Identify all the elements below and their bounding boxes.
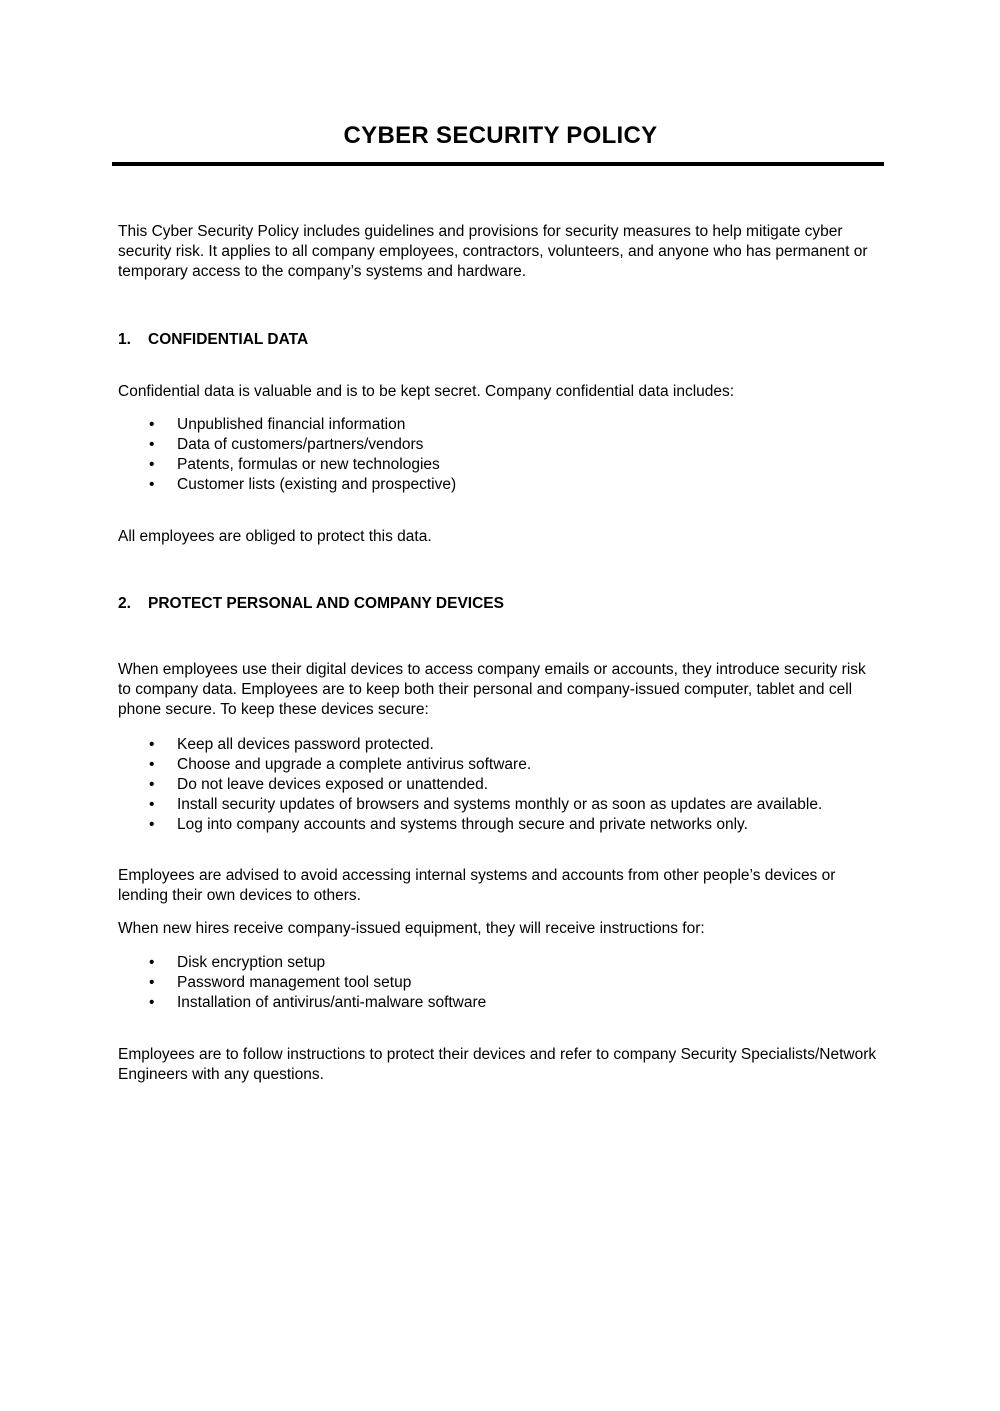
list-item bbox=[118, 435, 883, 455]
bullet-icon: • bbox=[149, 994, 155, 1011]
bullet-icon: • bbox=[149, 476, 155, 493]
bullet-icon: • bbox=[149, 974, 155, 991]
bullet-icon: • bbox=[149, 776, 155, 793]
list-item-text: Choose and upgrade a complete antivirus software. bbox=[177, 756, 532, 773]
list-item bbox=[118, 775, 883, 795]
list-item bbox=[118, 815, 883, 835]
section-1-closing-paragraph: All employees are obliged to protect this data. bbox=[118, 528, 432, 545]
list-item bbox=[118, 735, 883, 755]
list-item-text: Password management tool setup bbox=[177, 974, 412, 991]
list-item bbox=[118, 993, 883, 1013]
title-divider bbox=[112, 162, 884, 166]
bullet-icon: • bbox=[149, 796, 155, 813]
list-item bbox=[118, 755, 883, 775]
list-item-text: Log into company accounts and systems through secure and private networks only. bbox=[177, 816, 748, 833]
section-1-lead-paragraph: Confidential data is valuable and is to be kept secret. Company confidential data includes: bbox=[118, 383, 735, 400]
list-item bbox=[118, 953, 883, 973]
list-item-text: Keep all devices password protected. bbox=[177, 736, 434, 753]
list-item bbox=[118, 415, 883, 435]
list-item-text: Do not leave devices exposed or unattended. bbox=[177, 776, 489, 793]
section-2-new-hires-paragraph: When new hires receive company-issued equipment, they will receive instructions for: bbox=[118, 920, 705, 937]
list-item-text: Installation of antivirus/anti-malware software bbox=[177, 994, 487, 1011]
list-item-text: Patents, formulas or new technologies bbox=[177, 456, 440, 473]
bullet-icon: • bbox=[149, 954, 155, 971]
bullet-icon: • bbox=[149, 816, 155, 833]
device-security-list bbox=[118, 735, 883, 835]
list-item-text: Unpublished financial information bbox=[177, 416, 406, 433]
section-2-title: PROTECT PERSONAL AND COMPANY DEVICES bbox=[148, 595, 504, 612]
bullet-icon: • bbox=[149, 756, 155, 773]
list-item bbox=[118, 455, 883, 475]
section-2-lead-paragraph: When employees use their digital devices to access company emails or accounts, they introduce security risk to company data. Employees are to keep both their personal and company-issued computer, tablet and cell phone secure. To keep these devices secure: bbox=[118, 661, 866, 718]
bullet-icon: • bbox=[149, 416, 155, 433]
bullet-icon: • bbox=[149, 456, 155, 473]
list-item-text: Disk encryption setup bbox=[177, 954, 326, 971]
section-2-heading bbox=[118, 594, 883, 614]
confidential-data-list bbox=[118, 415, 883, 495]
intro-paragraph: This Cyber Security Policy includes guidelines and provisions for security measures to help mitigate cyber security risk. It applies to all company employees, contractors, volunteers, and anyone who has permanent or temporary access to the company’s systems and hardware. bbox=[118, 223, 868, 280]
section-2-advice-paragraph: Employees are advised to avoid accessing internal systems and accounts from other people’s devices or lending their own devices to others. bbox=[118, 867, 836, 904]
new-hires-instructions-list bbox=[118, 953, 883, 1013]
bullet-icon: • bbox=[149, 436, 155, 453]
document-page bbox=[0, 121, 1000, 1411]
list-item-text: Customer lists (existing and prospective) bbox=[177, 476, 457, 493]
section-1-heading bbox=[118, 330, 883, 350]
list-item bbox=[118, 475, 883, 495]
list-item-text: Install security updates of browsers and systems monthly or as soon as updates are available. bbox=[177, 796, 823, 813]
section-1-number: 1. bbox=[118, 331, 131, 348]
list-item bbox=[118, 973, 883, 993]
bullet-icon: • bbox=[149, 736, 155, 753]
list-item bbox=[118, 795, 883, 815]
section-2-number: 2. bbox=[118, 595, 131, 612]
list-item-text: Data of customers/partners/vendors bbox=[177, 436, 424, 453]
section-2-closing-paragraph: Employees are to follow instructions to protect their devices and refer to company Security Specialists/Network Engineers with any questions. bbox=[118, 1046, 877, 1083]
document-title: CYBER SECURITY POLICY bbox=[343, 122, 658, 149]
section-1-title: CONFIDENTIAL DATA bbox=[148, 331, 309, 348]
